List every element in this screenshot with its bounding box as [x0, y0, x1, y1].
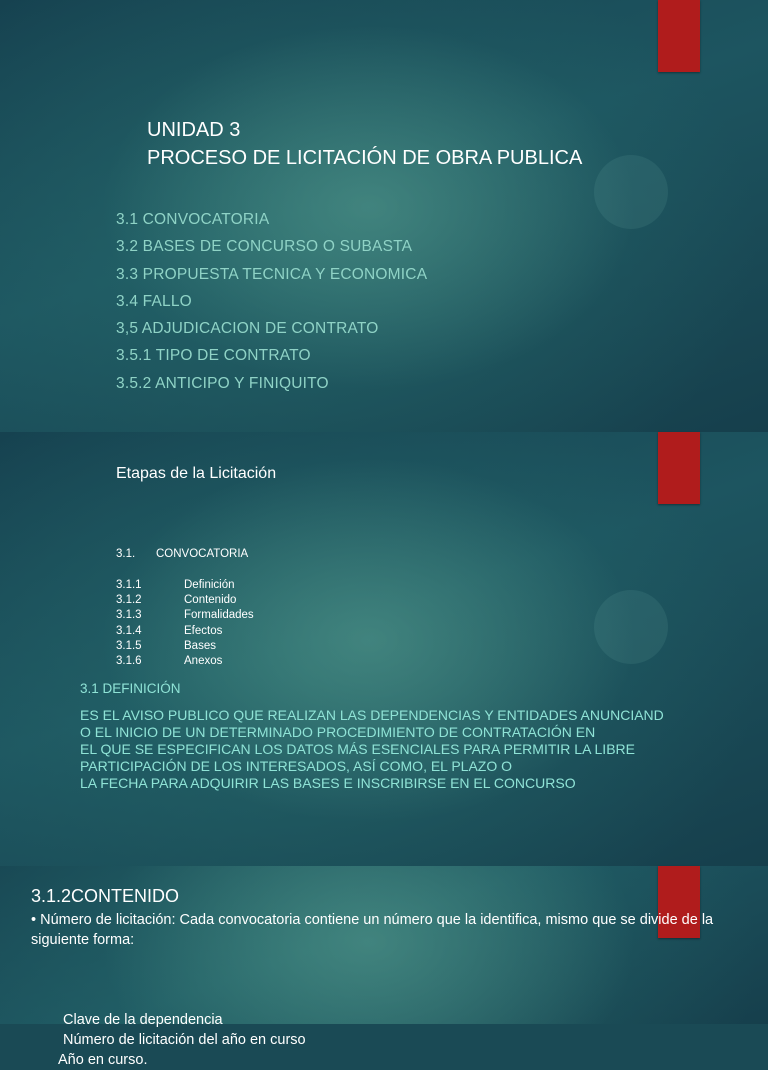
slide-2	[0, 432, 768, 866]
subsection-row	[116, 654, 223, 669]
subsection-row	[116, 578, 235, 593]
toc-item: 3.3 PROPUESTA TECNICA Y ECONOMICA	[116, 265, 428, 283]
slide-3	[0, 866, 768, 1068]
contenido-list	[31, 1010, 306, 1070]
definition-text	[80, 707, 700, 792]
subsection-name: Bases	[184, 639, 216, 652]
subsection-number: 3.1.4	[116, 624, 142, 637]
subsection-name: Definición	[184, 579, 235, 591]
red-accent-tab	[658, 0, 700, 72]
subsection-row	[116, 593, 237, 608]
definition-line: O EL INICIO DE UN DETERMINADO PROCEDIMIENTO DE CONTRATACIÓN EN	[80, 724, 596, 740]
convocatoria-number: 3.1.	[116, 548, 136, 560]
definition-title: 3.1 DEFINICIÓN	[80, 681, 181, 696]
definition-line: EL QUE SE ESPECIFICAN LOS DATOS MÁS ESENCIALES PARA PERMITIR LA LIBRE	[80, 741, 635, 757]
convocatoria-name: CONVOCATORIA	[156, 548, 249, 560]
subsection-row	[116, 608, 254, 623]
decorative-circle	[594, 590, 668, 664]
subsection-name: Formalidades	[184, 609, 254, 622]
toc-item: 3,5 ADJUDICACION DE CONTRATO	[116, 320, 379, 338]
subsection-number: 3.1.6	[116, 654, 142, 667]
toc-item: 3.1 CONVOCATORIA	[116, 211, 270, 228]
toc-item: 3.2 BASES DE CONCURSO O SUBASTA	[116, 238, 413, 256]
list-item: Clave de la dependencia	[63, 1012, 223, 1028]
table-of-contents	[116, 206, 427, 397]
definition-line: LA FECHA PARA ADQUIRIR LAS BASES E INSCRIBIRSE EN EL CONCURSO	[80, 775, 576, 791]
title-line-1: UNIDAD 3	[147, 119, 241, 141]
definition-line: ES EL AVISO PUBLICO QUE REALIZAN LAS DEPENDENCIAS Y ENTIDADES ANUNCIAND	[80, 707, 664, 723]
red-accent-tab	[658, 432, 700, 504]
subsection-number: 3.1.2	[116, 594, 142, 607]
slide-title	[147, 116, 582, 172]
contenido-text	[31, 910, 721, 1068]
convocatoria-heading	[116, 548, 249, 560]
title-line-2: PROCESO DE LICITACIÓN DE OBRA PUBLICA	[147, 147, 583, 169]
definition-line: PARTICIPACIÓN DE LOS INTERESADOS, ASÍ COMO, EL PLAZO O	[80, 758, 513, 774]
subsection-number: 3.1.1	[116, 579, 142, 591]
contenido-bullet: • Número de licitación: Cada convocatoria contiene un número que la identifica, mismo que se divide de la siguiente forma:	[31, 912, 714, 948]
subsection-number: 3.1.5	[116, 639, 142, 652]
subsection-number: 3.1.3	[116, 609, 142, 622]
subsection-name: Contenido	[184, 594, 237, 607]
subsection-row	[116, 639, 216, 654]
decorative-circle	[594, 155, 668, 229]
toc-item: 3.5.1 TIPO DE CONTRATO	[116, 347, 311, 365]
subsection-name: Efectos	[184, 624, 223, 637]
list-item: Número de licitación del año en curso	[63, 1032, 306, 1048]
subsection-list	[116, 578, 254, 669]
subsection-name: Anexos	[184, 654, 223, 667]
list-item: Año en curso.	[58, 1052, 148, 1068]
toc-item: 3.5.2 ANTICIPO Y FINIQUITO	[116, 374, 329, 392]
subsection-row	[116, 624, 223, 639]
slide-1	[0, 0, 768, 432]
contenido-title: 3.1.2CONTENIDO	[31, 886, 180, 906]
toc-item: 3.4 FALLO	[116, 292, 192, 310]
section-heading: Etapas de la Licitación	[116, 465, 277, 482]
